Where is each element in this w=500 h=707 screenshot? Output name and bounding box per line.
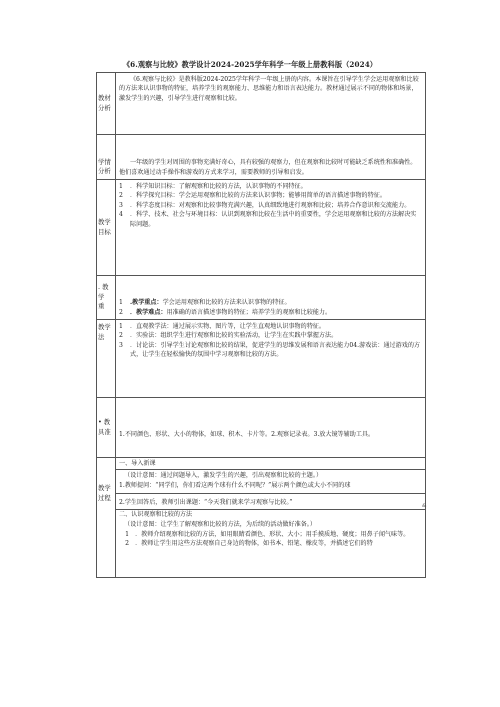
- process-row: [97, 458, 426, 578]
- keypoints-label: . 教学 重: [97, 276, 116, 320]
- process-label: 教学 过程: [97, 458, 116, 578]
- keypoints-row: [97, 276, 426, 320]
- process-line: 2.学生回答后，教师引出课题：“今天我们就来学习观察与比较。”: [119, 499, 293, 507]
- goal-item: 2 ．科学探究目标：学会运用观察和比较的方法来认识事物；能够用简单的语言描述事物的特征。: [119, 192, 386, 200]
- process-line: 一、导入新课: [116, 458, 425, 470]
- materials-label: • 教 具准: [97, 398, 116, 458]
- process-line: 1.教师提问：“同学们，你们看这两个球有什么不同呢？”展示两个颜色或大小不同的球: [116, 481, 425, 494]
- keypoint-item: 1 .教学重点：学会运用观察和比较的方法来认识事物的特征。: [119, 299, 291, 307]
- goal-item: 4 ．科学、技术、社会与环境目标：认识到观察和比较在生活中的重要性，学会运用观察和比较的方法解决实际问题。: [119, 211, 417, 228]
- goal-item: 1 ．科学知识目标：了解观察和比较的方法，认识事物的不同特征。: [119, 183, 307, 190]
- method-item: 1 ．直观教学法：通过展示实物、图片等，让学生直观地认识事物的特征。: [119, 323, 325, 330]
- method-item: 3 ．讨论法：引导学生讨论观察和比较的结果，促进学生的思维发展和语言表达能力04.游戏法：通过游戏的方式，让学生在轻松愉快的氛围中学习观察和比较的方法。: [119, 341, 421, 359]
- stray-mark: &: [422, 503, 427, 509]
- method-item: 2 ．实验法：组织学生进行观察和比较的实验活动，让学生在实践中掌握方法。: [119, 332, 338, 340]
- process-line: 二、认识观察和比较的方法: [116, 509, 425, 520]
- materials-content: 1.不同颜色、形状、大小的物体，如球、积木、卡片等。2.观察记录表。3.放大镜等辅助工具。: [116, 398, 426, 458]
- process-line: 2 ．教师让学生用这些方法观察自己身边的物体，如书本、铅笔、橡皮等，并描述它们的特: [125, 540, 373, 548]
- methods-content: [116, 320, 426, 398]
- methods-row: [97, 320, 426, 398]
- goals-row: [97, 180, 426, 276]
- students-label: 学情 分析: [97, 135, 116, 180]
- analysis-content: 《6.观察与比较》是教科版2024-2025学年科学一年级上册的内容。本课旨在引导学生学会运用观察和比较的方法来认识事物的特征，培养学生的观察能力、思维能力和语言表达能力。教材通过展示不同的物体和场景，激发学生的兴趣，引导学生进行观察和比较。: [116, 73, 426, 135]
- goals-content: [116, 180, 426, 276]
- students-row: [97, 135, 426, 180]
- process-line: （设计意图：让学生了解观察和比较的方法，为后续的活动做好准备。）: [124, 521, 316, 529]
- document-title: 《6.观察与比较》教学设计2024-2025学年科学一年级上册教科版（2024）: [122, 60, 378, 69]
- process-line: 1 ．教师介绍观察和比较的方法，如用眼睛看颜色、形状、大小；用手摸质地、硬度；用鼻子闻气味等。: [125, 530, 410, 538]
- process-line: （设计意图：通过问题导入，激发学生的兴趣，引出观察和比较的主题。）: [124, 472, 323, 480]
- process-content: [116, 458, 426, 578]
- analysis-label: 教材 分析: [97, 73, 116, 135]
- goal-item: 3 ．科学态度目标：对观察和比较事物充满兴趣，认真细致地进行观察和比较；培养合作意识和交流能力。: [119, 201, 411, 209]
- students-content: 一年级的学生对周围的事物充满好奇心，具有较强的观察力，但在观察和比较时可能缺乏系统性和准确性。他们喜欢通过动手操作和游戏的方式来学习，需要教师的引导和启发。: [116, 135, 426, 180]
- methods-label: 教学 法: [97, 320, 116, 398]
- analysis-row: [97, 73, 426, 135]
- lesson-plan-table: [96, 72, 426, 578]
- materials-row: [97, 398, 426, 458]
- keypoints-content: [116, 276, 426, 320]
- goals-label: 教学 目标: [97, 180, 116, 276]
- keypoint-item: 2 ．教学难点：用准确的语言描述事物的特征；培养学生的观察和比较能力。: [119, 308, 332, 316]
